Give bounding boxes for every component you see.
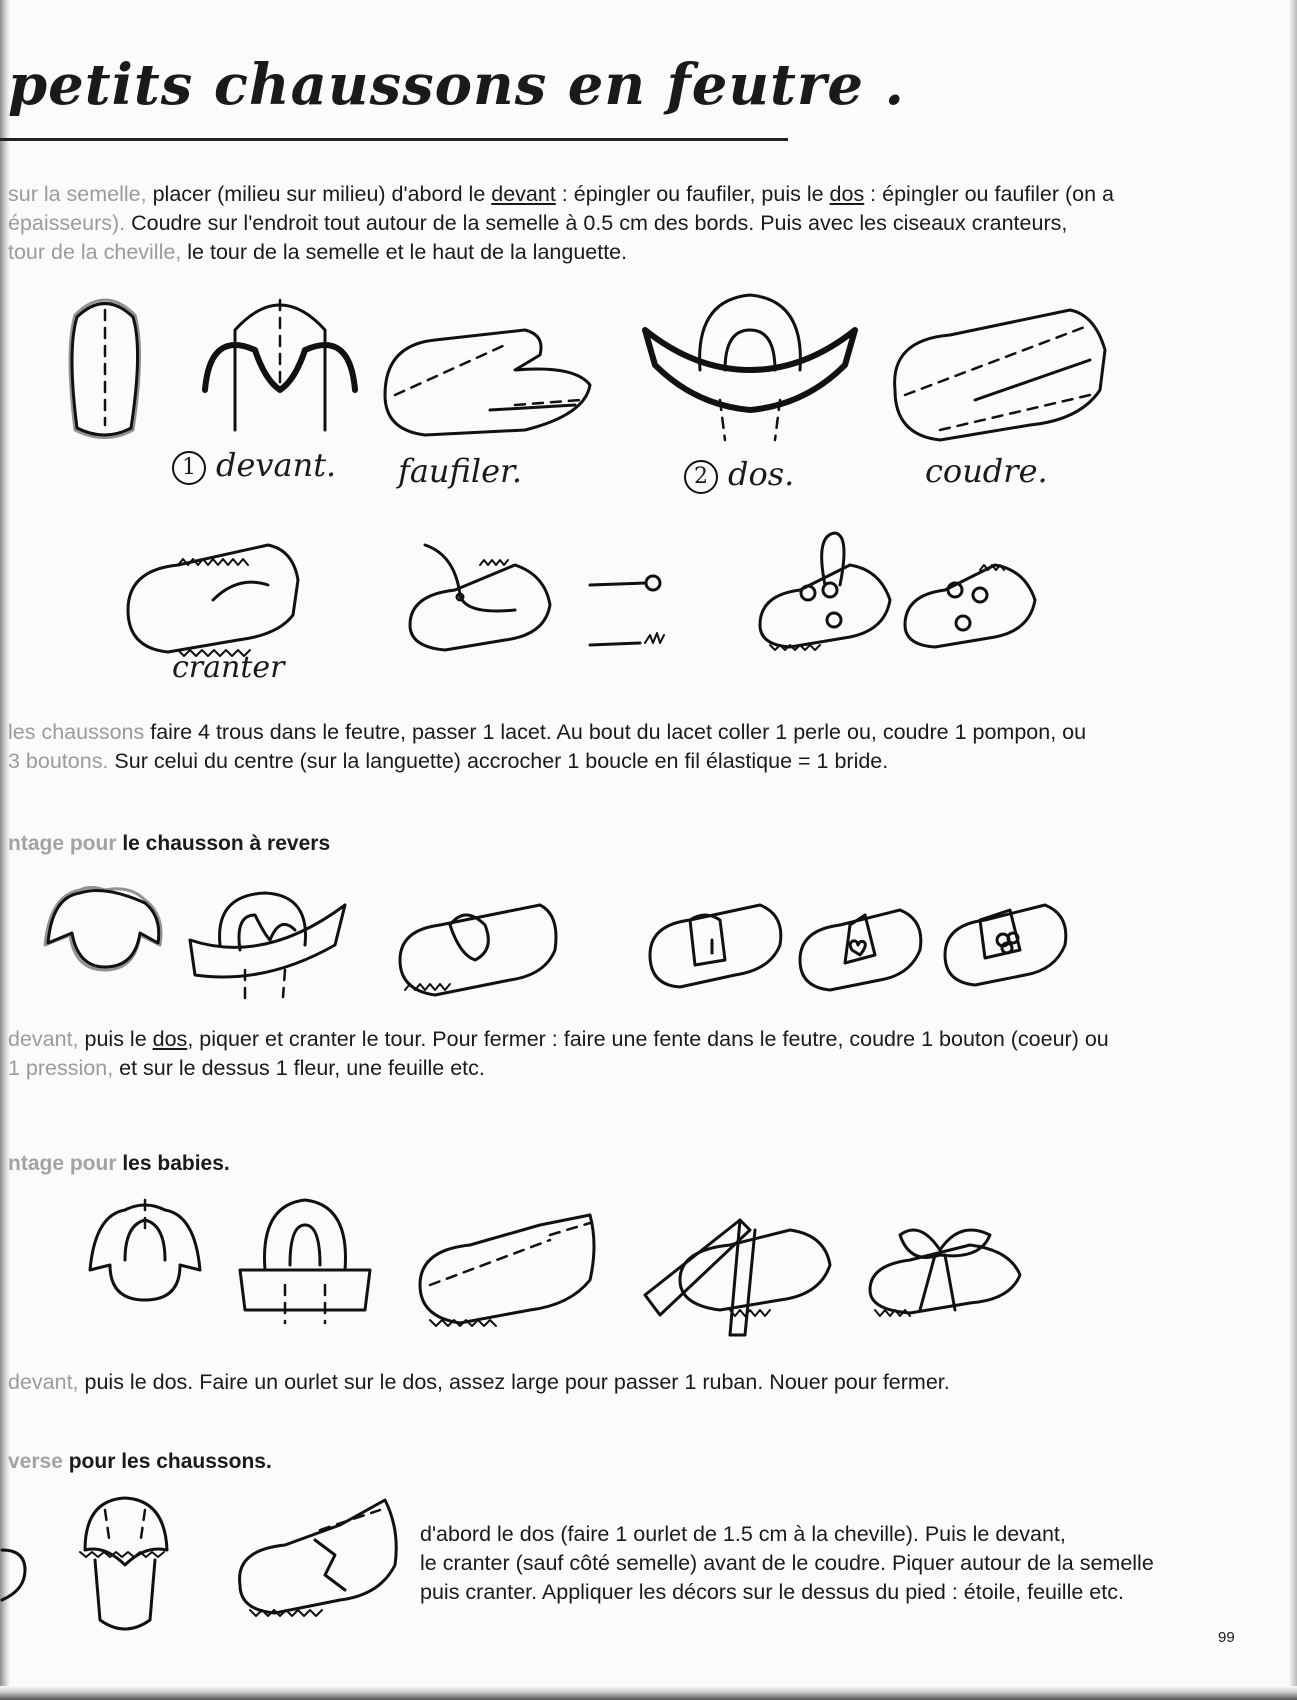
revers-back-illustration <box>185 885 355 1005</box>
babies-ribbon-slipper-illustration <box>640 1205 840 1335</box>
page-number: 99 <box>1218 1629 1235 1646</box>
revers-slipper-slit-illustration <box>640 895 790 995</box>
babies-front-illustration <box>85 1195 205 1305</box>
babies-back-illustration <box>230 1195 380 1325</box>
reverse-slipper-illustration <box>230 1495 405 1625</box>
caption-coudre: coudre. <box>925 452 1048 490</box>
sewn-slipper-illustration <box>880 300 1115 450</box>
babies-slipper-illustration <box>410 1205 605 1330</box>
intro-paragraph: sur la semelle, placer (milieu sur milieu) d'abord le devant : épingler ou faufiler, puis le dos : épingler ou faufiler (on a épaisseurs). Coudre sur l'endroit tout autour de la semelle à 0.5 cm des bords. Puis avec les ciseaux cranteurs, tour de la cheville, le tour de la semelle et le haut de la languette. <box>8 182 1114 264</box>
buttoned-slipper-illustration <box>750 525 900 660</box>
page-edge-right <box>1289 0 1297 1700</box>
page-title: petits chaussons en feutre . <box>8 52 906 118</box>
lace-end-illustration <box>585 565 685 655</box>
revers-slipper-flower-illustration <box>935 890 1075 990</box>
babies-bow-slipper-illustration <box>860 1215 1030 1325</box>
caption-cranter: cranter <box>172 650 285 685</box>
reverse-front-illustration <box>75 1490 175 1640</box>
sole-pattern-illustration <box>55 290 155 450</box>
page-edge-bottom <box>0 1686 1297 1700</box>
revers-paragraph: devant, puis le dos, piquer et cranter le tour. Pour fermer : faire une fente dans le feutre, coudre 1 bouton (coeur) ou 1 pression, et sur le dessus 1 fleur, une feuille etc. <box>8 1027 1109 1080</box>
back-attached-illustration <box>635 290 865 450</box>
laced-slipper-illustration <box>395 535 565 660</box>
caption-faufiler: faufiler. <box>398 452 522 490</box>
revers-slipper-illustration <box>390 895 565 1000</box>
heart-piece-illustration <box>0 1545 30 1605</box>
tacking-illustration <box>375 315 605 445</box>
title-underline <box>0 138 788 141</box>
section-heading-revers: ntage pour le chausson à revers <box>8 832 331 855</box>
reverse-paragraph: d'abord le dos (faire 1 ourlet de 1.5 cm à la cheville). Puis le devant, le cranter (sauf côté semelle) avant de le coudre. Piquer autour de la semelle puis cranter. Appliquer les décors sur le dessus du pied : étoile, feuille etc. <box>420 1522 1154 1604</box>
caption-dos: 2 dos. <box>684 455 794 494</box>
section-heading-babies: ntage pour les babies. <box>8 1152 230 1175</box>
lacing-paragraph: les chaussons faire 4 trous dans le feutre, passer 1 lacet. Au bout du lacet coller 1 perle ou, coudre 1 pompon, ou 3 boutons. Sur celui du centre (sur la languette) accrocher 1 boucle en fil élastique = 1 bride. <box>8 720 1087 773</box>
babies-paragraph: devant, puis le dos. Faire un ourlet sur le dos, assez large pour passer 1 ruban. Nouer pour fermer. <box>8 1370 950 1394</box>
revers-front-illustration <box>40 875 170 975</box>
pinked-slipper-illustration <box>118 540 308 660</box>
front-pinned-illustration <box>195 290 365 440</box>
caption-devant: 1 devant. <box>172 446 336 485</box>
revers-slipper-heart-illustration <box>790 895 930 995</box>
buttoned-slipper-2-illustration <box>895 535 1045 660</box>
section-heading-reverse: verse pour les chaussons. <box>8 1450 272 1473</box>
